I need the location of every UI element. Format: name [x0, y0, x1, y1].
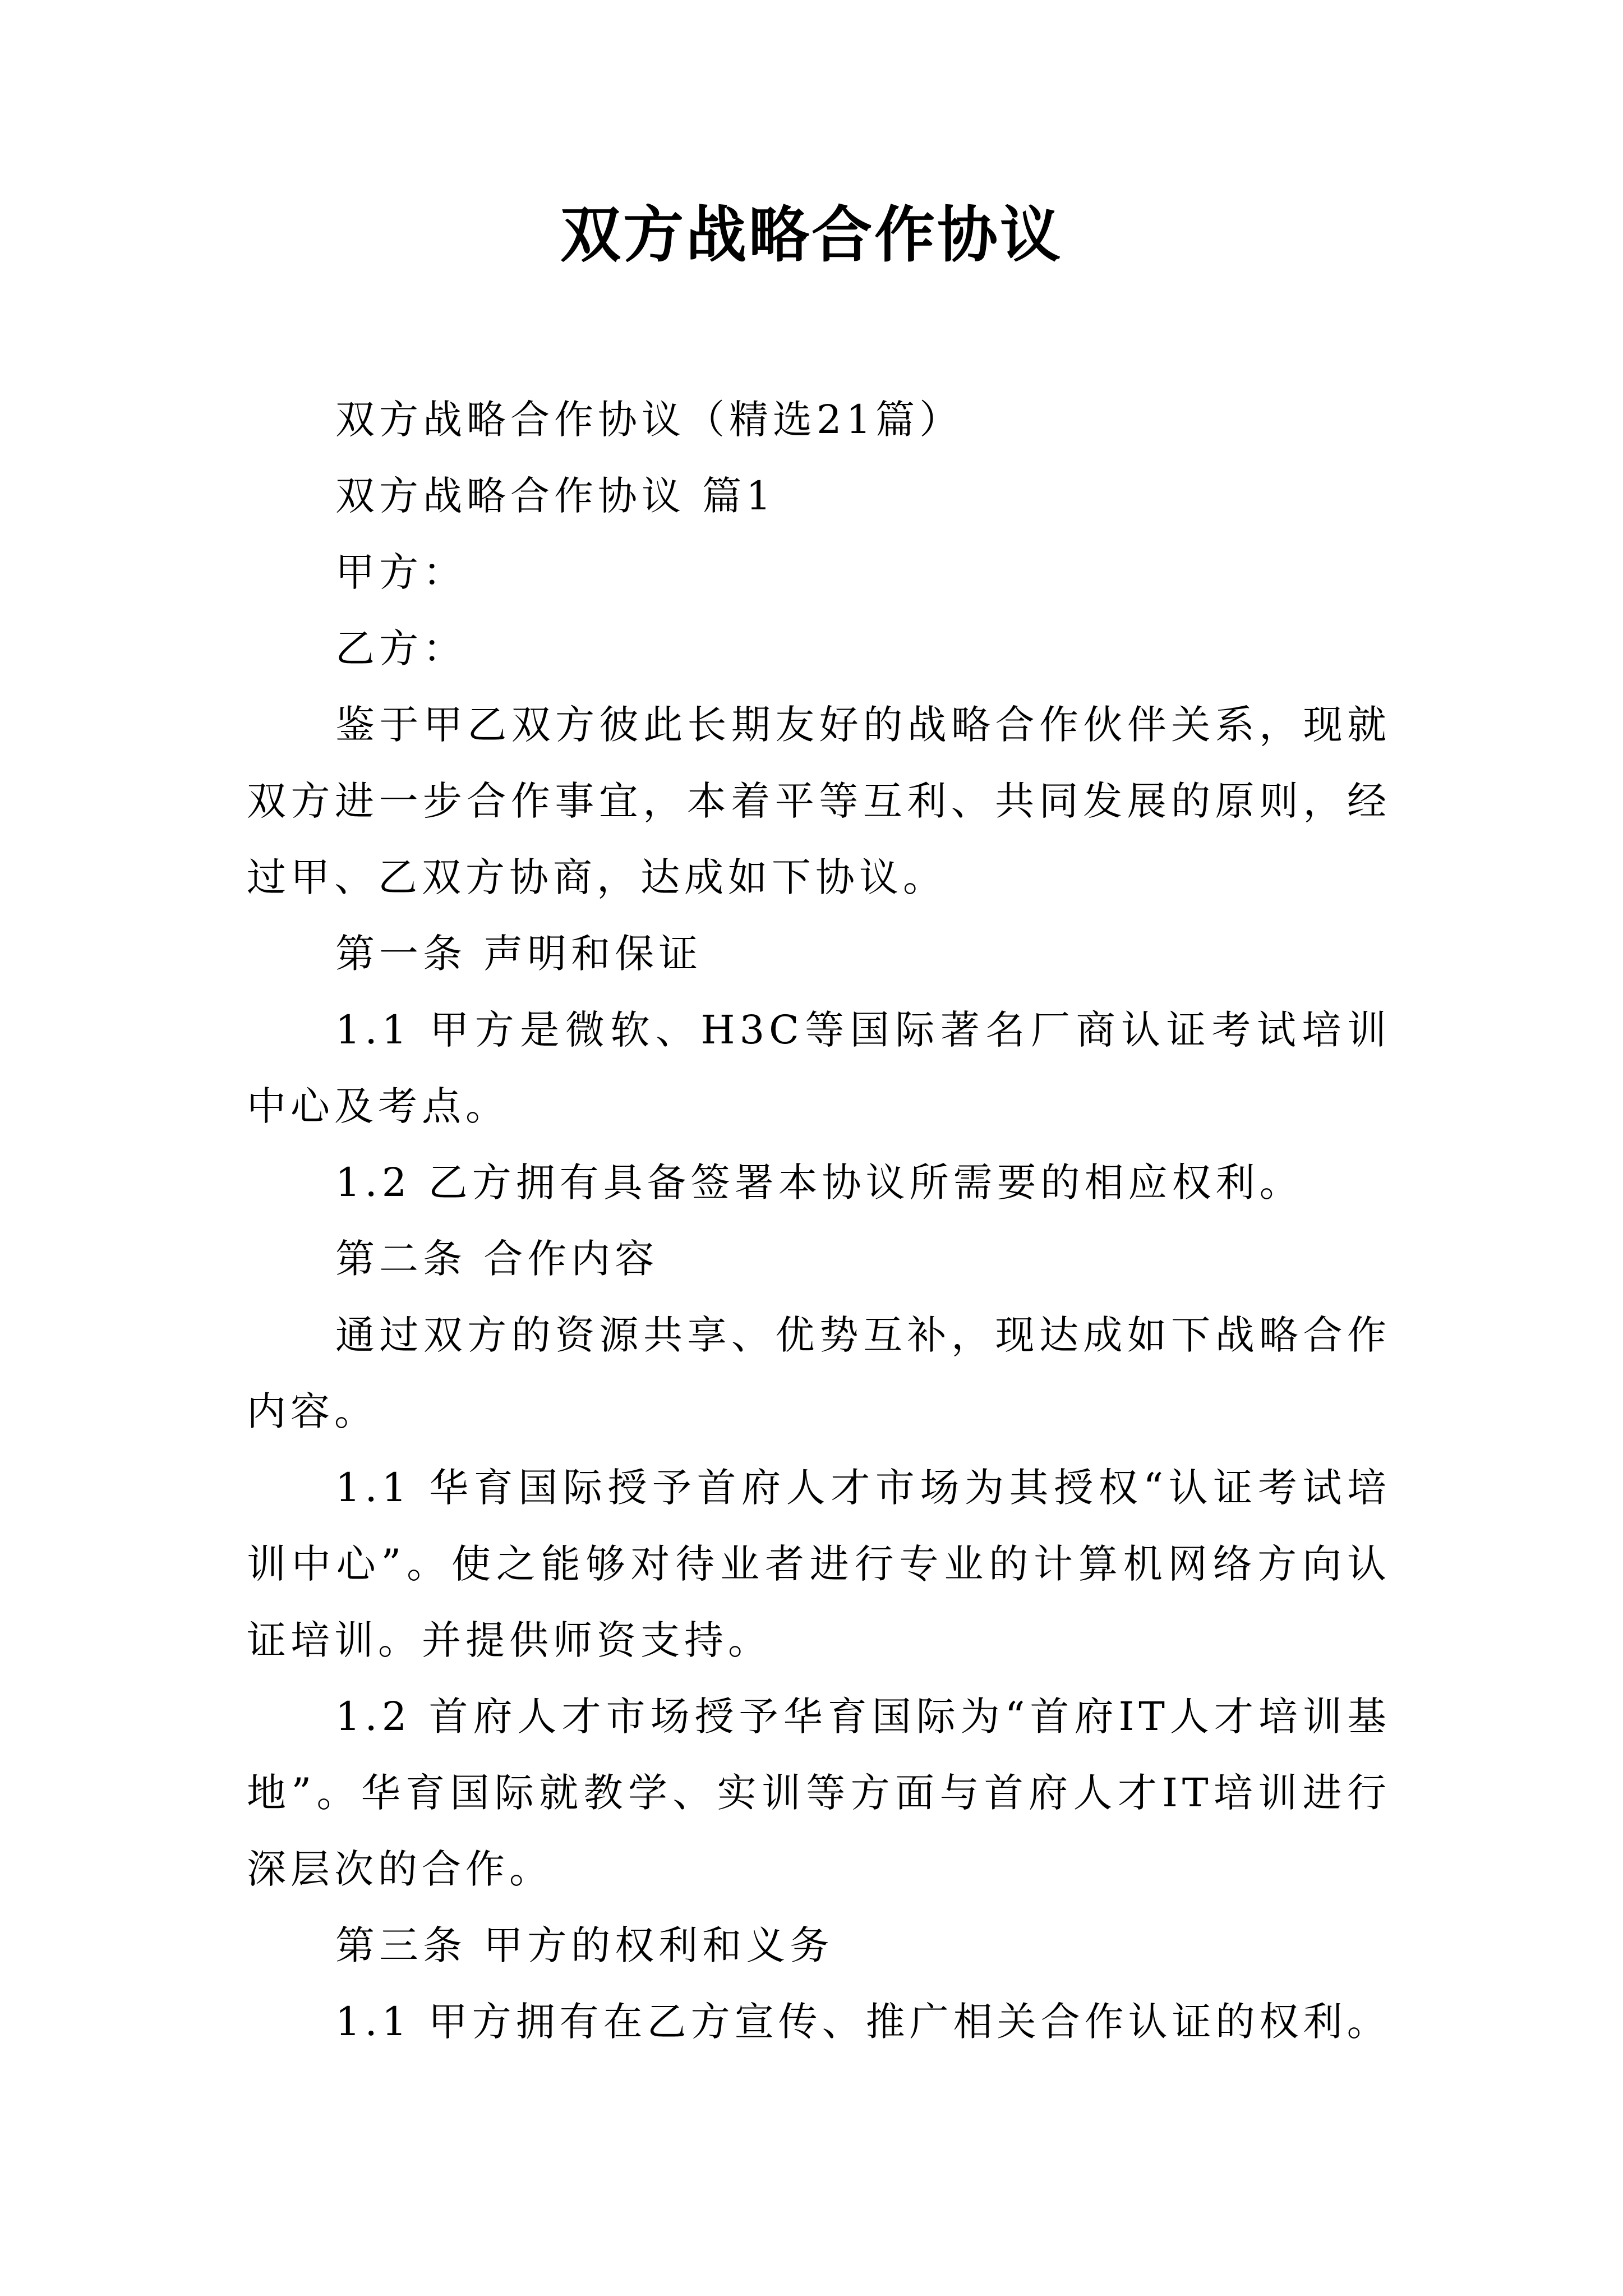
clause-paragraph: 1.2 乙方拥有具备签署本协议所需要的相应权利。	[335, 1159, 1303, 1205]
party-a-line: 甲方：	[335, 549, 467, 595]
article-heading: 第一条 声明和保证	[335, 931, 703, 977]
clause-paragraph: 1.2 首府人才市场授予华育国际为“首府IT人才培训基地”。华育国际就教学、实训等方面与首府人才IT培训进行深层次的合作。	[247, 1694, 1391, 1892]
party-b-line: 乙方：	[335, 625, 467, 671]
article-heading: 第二条 合作内容	[335, 1236, 659, 1282]
clause-paragraph: 1.1 甲方是微软、H3C等国际著名厂商认证考试培训中心及考点。	[247, 1007, 1391, 1129]
clause-paragraph: 1.1 甲方拥有在乙方宣传、推广相关合作认证的权利。	[335, 1999, 1391, 2045]
document-title: 双方战略合作协议	[560, 200, 1063, 270]
article-heading: 第三条 甲方的权利和义务	[335, 1922, 834, 1968]
subtitle-paragraph: 双方战略合作协议（精选21篇）	[335, 397, 963, 443]
section-heading: 双方战略合作协议 篇1	[335, 473, 776, 519]
clause-paragraph: 1.1 华育国际授予首府人才市场为其授权“认证考试培训中心”。使之能够对待业者进行专业的计算机网络方向认证培训。并提供师资支持。	[247, 1465, 1391, 1663]
document-body	[247, 381, 1391, 2060]
body-paragraph: 通过双方的资源共享、优势互补，现达成如下战略合作内容。	[247, 1312, 1391, 1434]
preamble-paragraph: 鉴于甲乙双方彼此长期友好的战略合作伙伴关系，现就双方进一步合作事宜，本着平等互利、共同发展的原则，经过甲、乙双方协商，达成如下协议。	[247, 702, 1391, 900]
